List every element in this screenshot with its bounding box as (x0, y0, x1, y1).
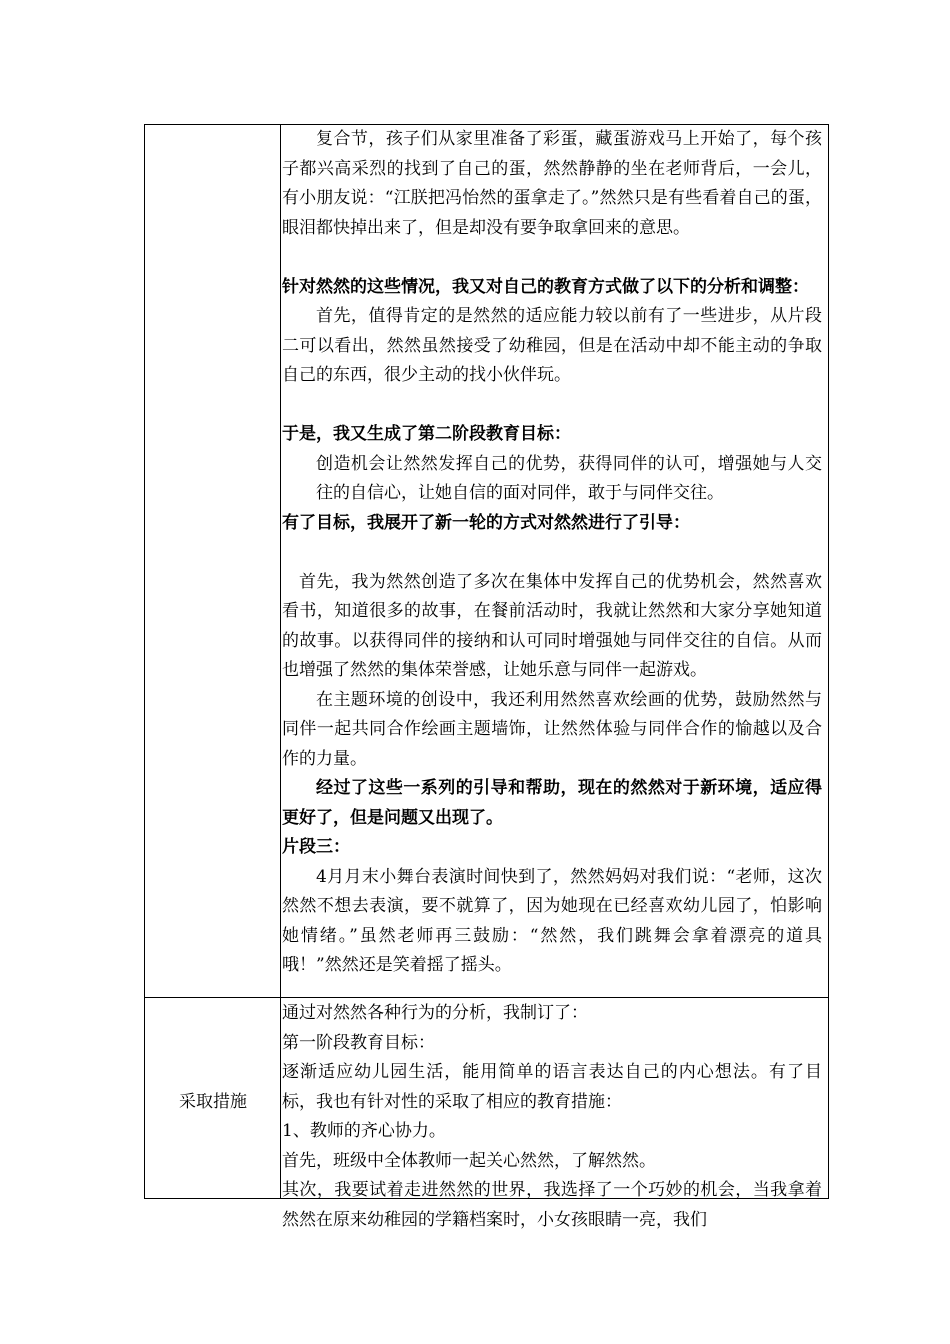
blank-line (282, 391, 822, 421)
paragraph-stage-one-goal: 逐渐适应幼儿园生活，能用简单的语言表达自己的内心想法。有了目标，我也有针对性的采取了相应的教育措施： (282, 1062, 822, 1112)
paragraph-result: 经过了这些一系列的引导和帮助，现在的然然对于新环境，适应得更好了，但是问题又出现了。 (282, 778, 822, 828)
paragraph-egg-game: 复合节，孩子们从家里准备了彩蛋，藏蛋游戏马上开始了，每个孩子都兴高采烈的找到了自己的蛋，然然静静的坐在老师背后，一会儿，有小朋友说：“江朕把冯怡然的蛋拿走了。”然然只是有些看着自己的蛋，眼泪都快掉出来了，但是却没有要争取拿回来的意思。 (282, 129, 822, 238)
paragraph-second-measure: 其次，我要试着走进然然的世界，我选择了一个巧妙的机会，当我拿着然然在原来幼稚园的学籍档案时，小女孩眼睛一亮，我们 (282, 1180, 822, 1230)
paragraph-fragment-three: 4月月末小舞台表演时间快到了，然然妈妈对我们说：“老师，这次然然不想去表演，要不就算了，因为她现在已经喜欢幼儿园了，怕影响她情绪。”虽然老师再三鼓励：“然然，我们跳舞会拿着漂亮的道具哦！”然然还是笑着摇了摇头。 (282, 866, 822, 975)
blank-line (282, 243, 822, 273)
paragraph-stage-two-goal: 创造机会让然然发挥自己的优势，获得同伴的认可，增强她与人交往的自信心，让她自信的面对同伴，敢于与同伴交往。 (316, 453, 822, 503)
paragraph-first-measure: 首先，班级中全体教师一起关心然然，了解然然。 (282, 1150, 656, 1171)
paragraph-stage-two-heading: 于是，我又生成了第二阶段教育目标： (282, 424, 571, 444)
paragraph-analysis-intro: 通过对然然各种行为的分析，我制订了： (282, 1003, 588, 1023)
paragraph-first-analysis: 首先，值得肯定的是然然的适应能力较以前有了一些进步，从片段二可以看出，然然虽然接受了幼稚园，但是在活动中却不能主动的争取自己的东西，很少主动的找小伙伴玩。 (282, 306, 822, 385)
column-divider (280, 124, 281, 1199)
lower-row-content (282, 999, 822, 1235)
paragraph-fragment-three-heading: 片段三： (282, 837, 350, 857)
paragraph-guidance-heading: 有了目标，我展开了新一轮的方式对然然进行了引导： (282, 512, 690, 533)
paragraph-story-sharing: 首先，我为然然创造了多次在集体中发挥自己的优势机会，然然喜欢看书，知道很多的故事，在餐前活动时，我就让然然和大家分享她知道的故事。以获得同伴的接纳和认可同时增强她与同伴交往的自信。从而也增强了然然的集体荣誉感，让她乐意与同伴一起游戏。 (282, 571, 822, 680)
upper-row-content (282, 125, 822, 981)
paragraph-drawing-cooperation: 在主题环境的创设中，我还利用然然喜欢绘画的优势，鼓励然然与同伴一起共同合作绘画主题墙饰，让然然体验与同伴合作的愉越以及合作的力量。 (282, 689, 822, 769)
paragraph-stage-one-heading: 第一阶段教育目标： (282, 1032, 435, 1053)
row-divider (144, 997, 829, 998)
measures-label: 采取措施 (179, 1092, 247, 1112)
paragraph-measure-one: 1、教师的齐心协力。 (282, 1121, 446, 1141)
blank-line (282, 538, 822, 568)
paragraph-analysis-heading: 针对然然的这些情况，我又对自己的教育方式做了以下的分析和调整： (282, 276, 809, 297)
